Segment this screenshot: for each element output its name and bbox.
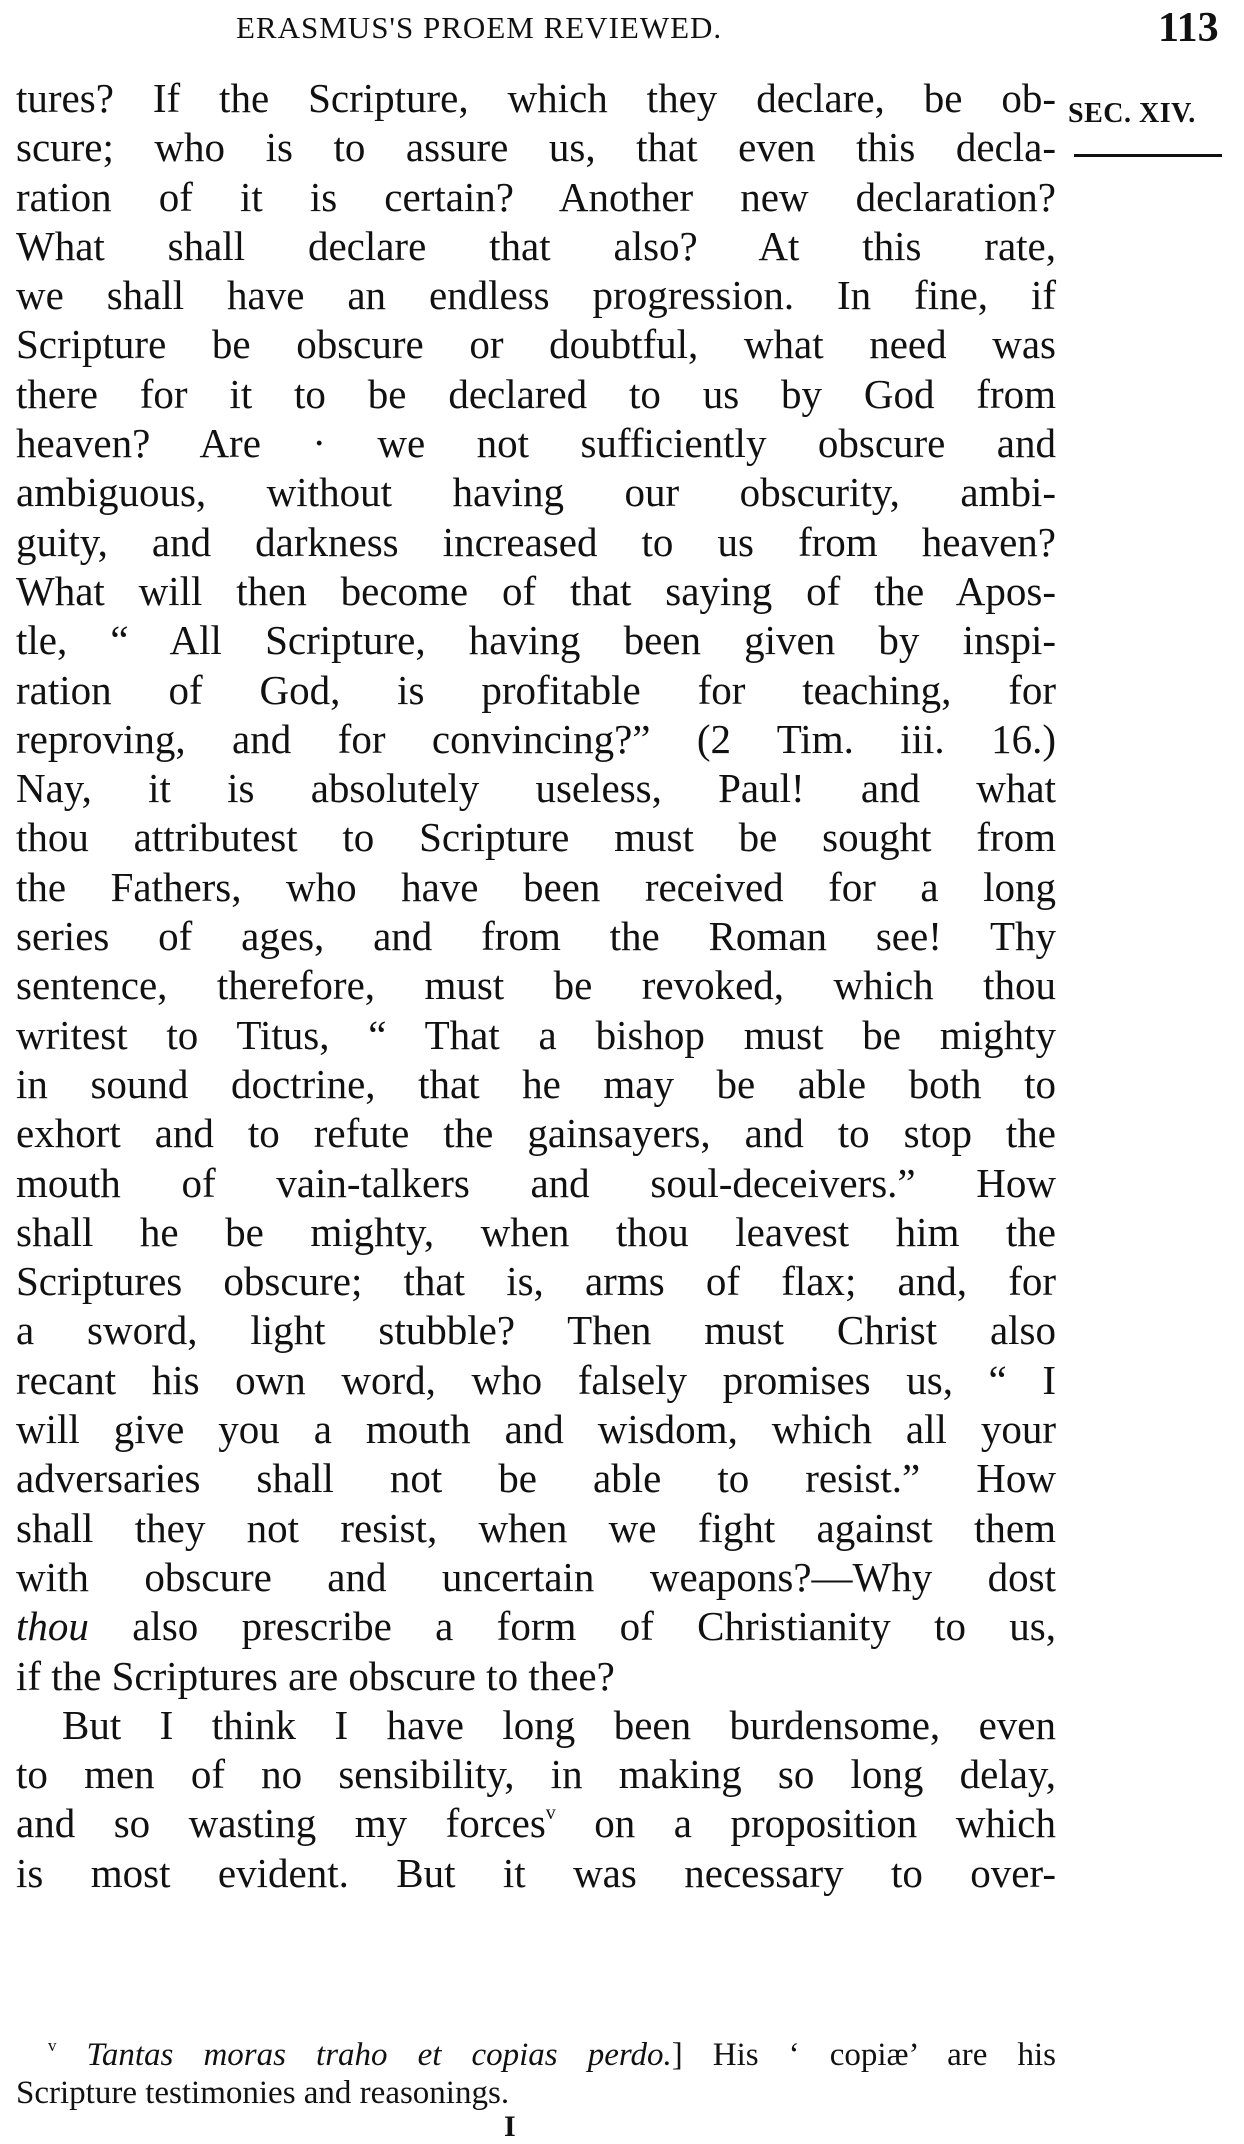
footnote-latin-quote: Tantas moras traho et copias perdo. [56, 2037, 672, 2073]
text-line: scure; who is to assure us, that even this decla- [16, 124, 1056, 171]
text-line: with obscure and uncertain weapons?—Why dost [16, 1553, 1056, 1600]
text-fragment: also prescribe a form of Christianity to us, [88, 1603, 1056, 1650]
text-line [16, 1799, 1056, 1848]
text-line: a sword, light stubble? Then must Christ also [16, 1307, 1056, 1354]
body-text [16, 74, 1056, 1898]
text-line: series of ages, and from the Roman see! Thy [16, 913, 1056, 960]
footnote-reference[interactable]: v [545, 1802, 556, 1825]
text-line: mouth of vain-talkers and soul-deceivers.” How [16, 1159, 1056, 1206]
text-line: writest to Titus, “ That a bishop must be mighty [16, 1011, 1056, 1058]
text-line: ambiguous, without having our obscurity, ambi- [16, 469, 1056, 516]
text-fragment: ] His ‘ copiæ’ are his [671, 2037, 1056, 2073]
text-line: we shall have an endless progression. In fine, if [16, 272, 1056, 319]
text-line: What will then become of that saying of the Apos- [16, 567, 1056, 614]
running-head [0, 0, 1244, 70]
text-line: Scriptures obscure; that is, arms of flax; and, for [16, 1258, 1056, 1305]
text-line: if the Scriptures are obscure to thee? [16, 1652, 615, 1699]
footnote-marker: v [48, 2036, 57, 2055]
text-line: thou attributest to Scripture must be sought from [16, 814, 1056, 861]
section-rule [1074, 154, 1222, 157]
page-number: 113 [1158, 5, 1219, 51]
text-line: Nay, it is absolutely useless, Paul! and what [16, 765, 1056, 812]
text-line: recant his own word, who falsely promises us, “ I [16, 1356, 1056, 1403]
signature-mark: I [504, 2110, 516, 2143]
text-line: reproving, and for convincing?” (2 Tim. iii. 16.) [16, 715, 1056, 762]
section-label: SEC. XIV. [1068, 98, 1196, 129]
italic-word: thou [16, 1603, 89, 1650]
text-line: shall he be mighty, when thou leavest him the [16, 1208, 1056, 1255]
footnote-line [16, 2036, 1056, 2074]
text-line: What shall declare that also? At this rate, [16, 222, 1056, 269]
text-line: sentence, therefore, must be revoked, which thou [16, 962, 1056, 1009]
paragraph-start-line: But I think I have long been burdensome, even [62, 1701, 1056, 1748]
text-line: exhort and to refute the gainsayers, and to stop the [16, 1110, 1056, 1157]
text-line: ration of it is certain? Another new declaration? [16, 173, 1056, 220]
text-line: is most evident. But it was necessary to over- [16, 1849, 1056, 1896]
running-title: ERASMUS'S PROEM REVIEWED. [236, 10, 723, 45]
text-line: ration of God, is profitable for teaching, for [16, 666, 1056, 713]
footnote-line: Scripture testimonies and reasonings. [16, 2075, 510, 2111]
text-line: Scripture be obscure or doubtful, what need was [16, 321, 1056, 368]
text-line: tle, “ All Scripture, having been given by inspi- [16, 617, 1056, 664]
text-line: the Fathers, who have been received for a long [16, 863, 1056, 910]
text-line: will give you a mouth and wisdom, which all your [16, 1406, 1056, 1453]
text-line [16, 1602, 1056, 1651]
text-line: guity, and darkness increased to us from heaven? [16, 518, 1056, 565]
text-line: shall they not resist, when we fight against them [16, 1504, 1056, 1551]
text-line: tures? If the Scripture, which they declare, be ob- [16, 75, 1056, 121]
text-line: there for it to be declared to us by God from [16, 370, 1056, 417]
text-line: heaven? Are · we not sufficiently obscure and [16, 420, 1056, 467]
text-fragment: and so wasting my forces [16, 1800, 546, 1847]
margin-note [1068, 98, 1238, 157]
text-line: adversaries shall not be able to resist.” How [16, 1455, 1056, 1502]
text-line: to men of no sensibility, in making so long delay, [16, 1751, 1056, 1798]
text-fragment: on a proposition which [555, 1800, 1056, 1847]
footnote [16, 2036, 1056, 2112]
text-line: in sound doctrine, that he may be able both to [16, 1060, 1056, 1107]
